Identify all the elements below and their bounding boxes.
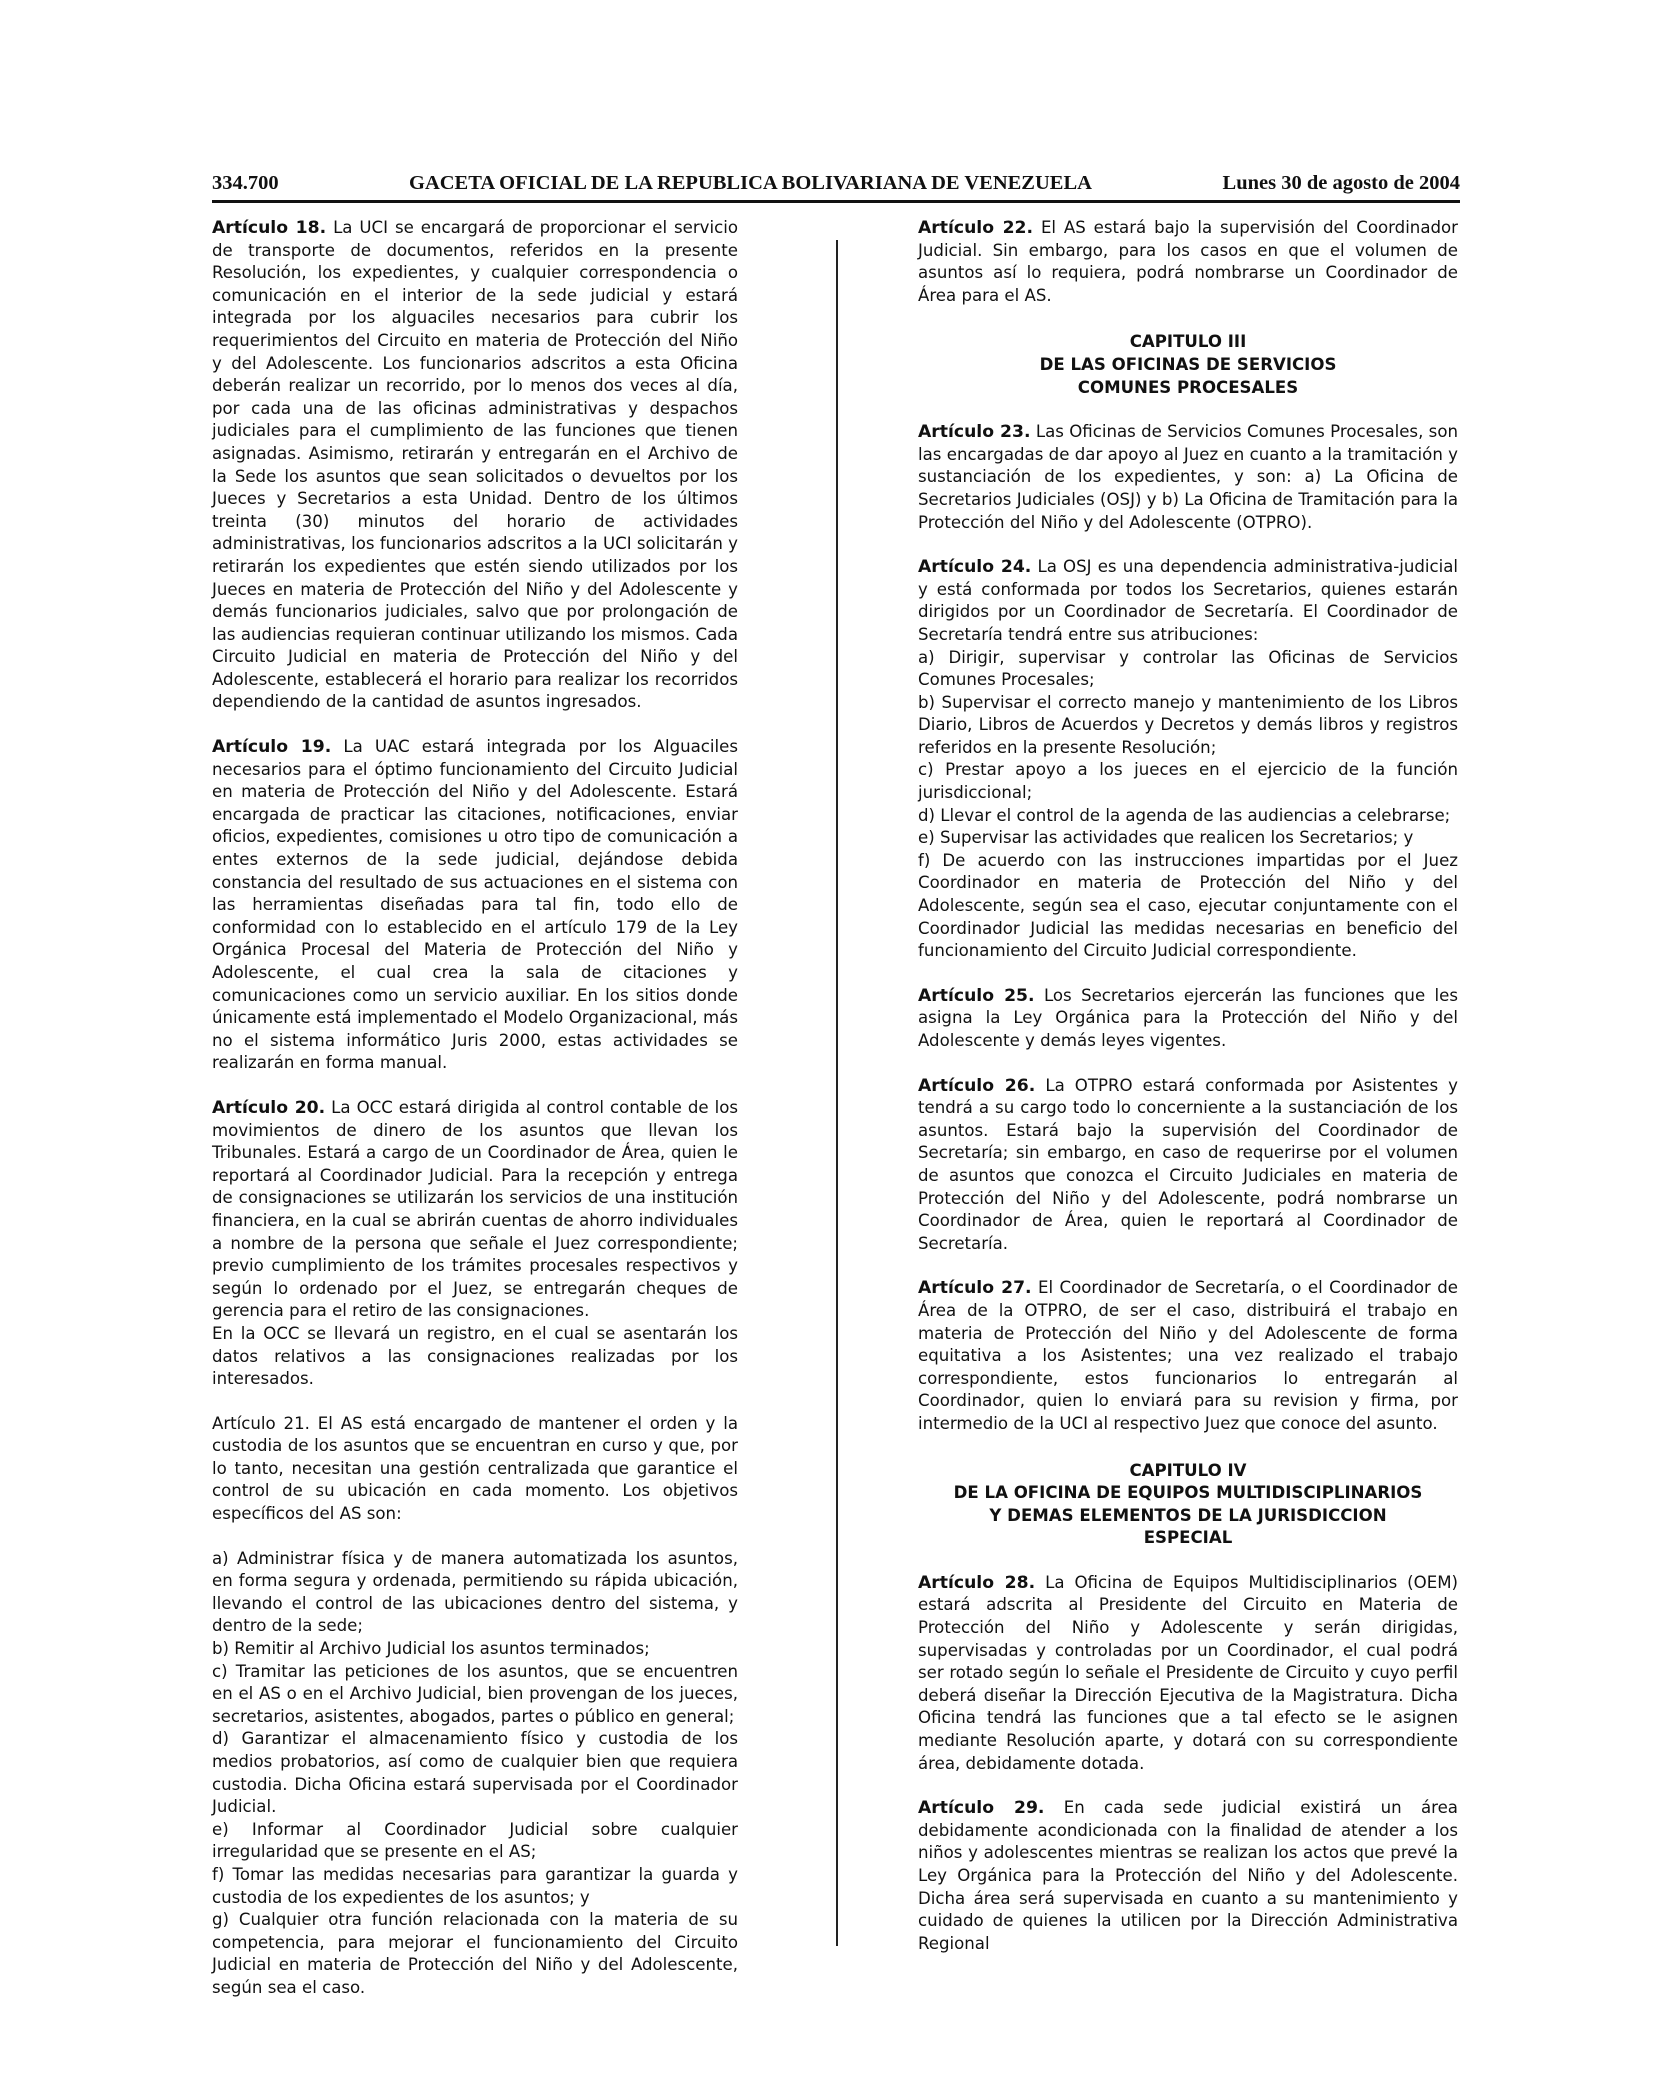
list-item: b) Remitir al Archivo Judicial los asuntos terminados; <box>212 1639 650 1659</box>
article-label: Artículo 21. <box>212 1413 310 1433</box>
list-item: d) Garantizar el almacenamiento físico y custodia de los medios probatorios, así como de cualquier bien que requiera custodia. Dicha Oficina estará supervisada por el Coordinador Judicial. <box>212 1729 738 1817</box>
article-text: El AS estará bajo la supervisión del Coordinador Judicial. Sin embargo, para los casos en que el volumen de asuntos así lo requiera, podrá nombrarse un Coordinador de Área para el AS. <box>918 218 1458 305</box>
article-text: La UAC estará integrada por los Alguaciles necesarios para el óptimo funcionamiento del Circuito Judicial en materia de Protección del Niño y del Adolescente. Estará encargada de practicar las citaciones, notificaciones, enviar oficios, expedientes, comisiones u otro tipo de comunicación a entes externos de la sede judicial, dejándose debida constancia del resultado de sus actuaciones en el sistema con las herramientas diseñadas para tal fin, todo ello de conformidad con lo establecido en el artículo 179 de la Ley Orgánica Procesal del Materia de Protección del Niño y Adolescente, el cual crea la sala de citaciones y comunicaciones como un servicio auxiliar. En los sitios donde únicamente está implementado el Modelo Organizacional, más no el sistema informático Juris 2000, estas actividades se realizarán en forma manual. <box>212 737 738 1073</box>
article-text: Las Oficinas de Servicios Comunes Procesales, son las encargadas de dar apoyo al Juez en cuanto a la tramitación y sustanciación de los expedientes, y son: a) La Oficina de Secretarios Judiciales (OSJ) y b) La Oficina de Tramitación para la Protección del Niño y del Adolescente (OTPRO). <box>918 422 1458 532</box>
chapter-title: Y DEMAS ELEMENTOS DE LA JURISDICCION <box>989 1505 1387 1525</box>
article-text: La OSJ es una dependencia administrativa-judicial y está conformada por todos los Secretarios, quienes estarán dirigidos por un Coordinador de Secretaría. El Coordinador de Secretaría tendrá entre sus atribuciones: <box>918 557 1458 644</box>
chapter-title: COMUNES PROCESALES <box>1077 377 1299 397</box>
article-20 <box>212 1097 738 1323</box>
article-label: Artículo 22. <box>918 218 1034 238</box>
article-27 <box>918 1277 1458 1435</box>
list-item: c) Prestar apoyo a los jueces en el ejercicio de la función jurisdiccional; <box>918 760 1458 803</box>
list-item: f) Tomar las medidas necesarias para garantizar la guarda y custodia de los expedientes de los asuntos; y <box>212 1864 738 1907</box>
chapter-4-heading <box>918 1460 1458 1550</box>
list-item: e) Informar al Coordinador Judicial sobre cualquier irregularidad que se presente en el AS; <box>212 1819 738 1862</box>
article-29 <box>918 1797 1458 1955</box>
article-text: La UCI se encargará de proporcionar el servicio de transporte de documentos, referidos en la presente Resolución, los expedientes, y cualquier correspondencia o comunicación en el interior de la sede judicial y estará integrada por los alguaciles necesarios para cubrir los requerimientos del Circuito en materia de Protección del Niño y del Adolescente. Los funcionarios adscritos a esta Oficina deberán realizar un recorrido, por lo menos dos veces al día, por cada una de las oficinas administrativas y despachos judiciales para el cumplimiento de las funciones que tienen asignadas. Asimismo, retirarán y entregarán en el Archivo de la Sede los asuntos que sean solicitados o devueltos por los Jueces y Secretarios a esta Unidad. Dentro de los últimos treinta (30) minutos del horario de actividades administrativas, los funcionarios adscritos a la UCI solicitarán y retirarán los expedientes que estén siendo utilizados por los Jueces en materia de Protección del Niño y del Adolescente y demás funcionarios judiciales, salvo que por prolongación de las audiencias requieran continuar utilizando los mismos. Cada Circuito Judicial en materia de Protección del Niño y del Adolescente, establecerá el horario para realizar los recorridos dependiendo de la cantidad de asuntos ingresados. <box>212 218 738 712</box>
article-label: Artículo 18. <box>212 218 327 238</box>
article-text: En cada sede judicial existirá un área debidamente acondicionada con la finalidad de atender a los niños y adolescentes mientras se realizan los actos que prevé la Ley Orgánica para la Protección del Niño y del Adolescente. Dicha área será supervisada en cuanto a su mantenimiento y cuidado de quienes la utilicen por la Dirección Administrativa Regional <box>918 1798 1458 1953</box>
list-item: a) Dirigir, supervisar y controlar las Oficinas de Servicios Comunes Procesales; <box>918 647 1458 690</box>
article-label: Artículo 27. <box>918 1278 1032 1299</box>
article-label: Artículo 25. <box>918 985 1035 1006</box>
article-text: La Oficina de Equipos Multidisciplinarios (OEM) estará adscrita al Presidente del Circuito en Materia de Protección del Niño y Adolescente y serán dirigidas, supervisadas y controladas por un Coordinador, el cual podrá ser rotado según lo señale el Presidente de Circuito y cuyo perfil deberá diseñar la Dirección Ejecutiva de la Magistratura. Dicha Oficina tendrá las funciones que a tal efecto se le asignen mediante Resolución aparte, y dotará con su correspondiente área, debidamente dotada. <box>918 1572 1458 1773</box>
article-21-list <box>212 1548 738 2000</box>
list-item: f) De acuerdo con las instrucciones impartidas por el Juez Coordinador en materia de Protección del Niño y del Adolescente, según sea el caso, ejecutar conjuntamente con el Coordinador Judicial las medidas necesarias en beneficio del funcionamiento del Circuito Judicial correspondiente. <box>918 850 1458 961</box>
chapter-title: DE LA OFICINA DE EQUIPOS MULTIDISCIPLINARIOS <box>953 1483 1423 1503</box>
article-22 <box>918 217 1458 307</box>
header-rule <box>212 200 1460 203</box>
list-item: b) Supervisar el correcto manejo y mantenimiento de los Libros Diario, Libros de Acuerdos y Decretos y demás libros y registros referidos en la presente Resolución; <box>918 692 1458 757</box>
article-18 <box>212 217 738 714</box>
article-20-continued: En la OCC se llevará un registro, en el cual se asentarán los datos relativos a las consignaciones realizadas por los interesados. <box>212 1323 738 1389</box>
article-label: Artículo 28. <box>918 1572 1036 1593</box>
article-24-list <box>918 647 1458 963</box>
article-text: Los Secretarios ejercerán las funciones que les asigna la Ley Orgánica para la Protección del Niño y del Adolescente y demás leyes vigentes. <box>918 985 1458 1050</box>
chapter-number: CAPITULO III <box>1129 332 1247 352</box>
publication-date: Lunes 30 de agosto de 2004 <box>1222 172 1460 194</box>
chapter-number: CAPITULO IV <box>1129 1460 1247 1480</box>
article-label: Artículo 24. <box>918 557 1032 578</box>
article-label: Artículo 19. <box>212 737 332 758</box>
article-text: El AS está encargado de mantener el orden y la custodia de los asuntos que se encuentran en curso y que, por lo tanto, necesitan una gestión centralizada que garantice el control de su ubicación en cada momento. Los objetivos específicos del AS son: <box>212 1413 739 1524</box>
list-item: d) Llevar el control de la agenda de las audiencias a celebrarse; <box>918 805 1451 825</box>
article-23 <box>918 421 1458 534</box>
article-label: Artículo 23. <box>918 422 1031 443</box>
article-25 <box>918 985 1458 1053</box>
right-column <box>918 217 1458 1977</box>
publication-title: GACETA OFICIAL DE LA REPUBLICA BOLIVARIANA DE VENEZUELA <box>409 172 1092 194</box>
list-item: e) Supervisar las actividades que realicen los Secretarios; y <box>918 828 1414 848</box>
article-26 <box>918 1075 1458 1256</box>
article-24 <box>918 556 1458 646</box>
list-item: a) Administrar física y de manera automatizada los asuntos, en forma segura y ordenada, permitiendo su rápida ubicación, llevando el control de las ubicaciones dentro del sistema, y dentro de la sede; <box>212 1548 738 1636</box>
left-column <box>212 217 738 2022</box>
chapter-3-heading <box>918 331 1458 399</box>
article-21 <box>212 1413 738 1526</box>
page-header <box>212 172 1460 200</box>
column-divider <box>836 240 838 1946</box>
list-item: g) Cualquier otra función relacionada con la materia de su competencia, para mejorar el funcionamiento del Circuito Judicial en materia de Protección del Niño y del Adolescente, según sea el caso. <box>212 1910 738 1997</box>
list-item: c) Tramitar las peticiones de los asuntos, que se encuentren en el AS o en el Archivo Judicial, bien provengan de los jueces, secretarios, asistentes, abogados, partes o público en general; <box>212 1661 738 1726</box>
article-19 <box>212 736 738 1075</box>
article-text: La OCC estará dirigida al control contable de los movimientos de dinero de los asuntos que llevan los Tribunales. Estará a cargo de un Coordinador de Área, quien le reportará al Coordinador Judicial. Para la recepción y entrega de consignaciones se utilizarán los servicios de una institución financiera, en la cual se abrirán cuentas de ahorro individuales a nombre de la persona que señale el Juez correspondiente; previo cumplimiento de los trámites procesales respectivos y según lo ordenado por el Juez, se entregarán cheques de gerencia para el retiro de las consignaciones. <box>212 1097 738 1321</box>
article-label: Artículo 20. <box>212 1097 326 1118</box>
article-label: Artículo 29. <box>918 1798 1045 1819</box>
chapter-title: DE LAS OFICINAS DE SERVICIOS <box>1039 354 1337 374</box>
page-number: 334.700 <box>212 172 279 194</box>
article-label: Artículo 26. <box>918 1075 1036 1096</box>
chapter-title: ESPECIAL <box>1143 1528 1233 1548</box>
article-28 <box>918 1572 1458 1775</box>
article-text: La OTPRO estará conformada por Asistentes y tendrá a su cargo todo lo concerniente a la sustanciación de los asuntos. Estará bajo la supervisión del Coordinador de Secretaría; sin embargo, en caso de requerirse por el volumen de asuntos que conozca el Circuito Judiciales en materia de Protección del Niño y del Adolescente, podrá nombrarse un Coordinador de Área, quien le reportará al Coordinador de Secretaría. <box>918 1075 1458 1253</box>
article-text: El Coordinador de Secretaría, o el Coordinador de Área de la OTPRO, de ser el caso, distribuirá el trabajo en materia de Protección del Niño y del Adolescente de forma equitativa a los Asistentes; una vez realizado el trabajo correspondiente, estos funcionarios lo entregarán al Coordinador, quien lo enviará para su revision y firma, por intermedio de la UCI al respectivo Juez que conoce del asunto. <box>918 1278 1458 1433</box>
